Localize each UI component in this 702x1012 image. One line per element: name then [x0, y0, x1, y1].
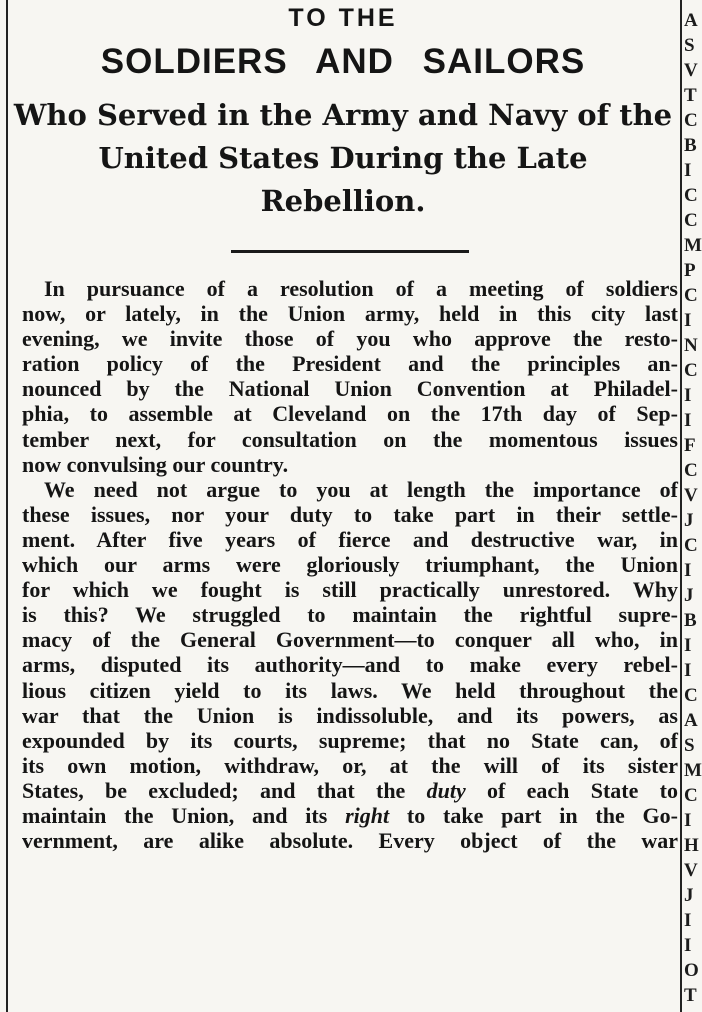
edge-letter: I — [684, 910, 692, 931]
edge-letter: I — [684, 560, 692, 581]
edge-letter: N — [684, 335, 698, 356]
body-line: In pursuance of a resolution of a meeting of soldiers — [44, 276, 678, 301]
body-line: these issues, nor your duty to take part in their settle- — [22, 501, 678, 527]
edge-letter: B — [684, 135, 697, 156]
body-text-span: to take part in the Go- — [389, 802, 678, 828]
body-line: ment. After five years of fierce and destructive war, in — [22, 526, 678, 552]
edge-letter: S — [684, 735, 695, 756]
headline-line-2: SOLDIERS AND SAILORS — [100, 42, 586, 81]
edge-letter: C — [684, 360, 698, 381]
body-line: now, or lately, in the Union army, held in this city last — [22, 301, 678, 327]
edge-letter: T — [684, 85, 697, 106]
edge-letter: V — [684, 60, 698, 81]
edge-letter: M — [684, 235, 702, 256]
subheadline-line: Rebellion. — [260, 184, 426, 218]
edge-letter: M — [684, 760, 702, 781]
edge-letter: J — [684, 585, 694, 606]
body-line: war that the Union is indissoluble, and its powers, as — [22, 702, 678, 728]
edge-letter: J — [684, 510, 694, 531]
edge-letter: C — [684, 210, 698, 231]
body-line: ration policy of the President and the principles an- — [22, 351, 678, 377]
body-line: expounded by its courts, supreme; that no State can, of — [22, 727, 678, 753]
edge-letter: V — [684, 860, 698, 881]
body-line: macy of the General Government—to conquer all who, in — [22, 627, 678, 653]
column-rule-right — [680, 0, 682, 1012]
edge-letter: O — [684, 960, 699, 981]
edge-letter: J — [684, 885, 694, 906]
body-line: for which we fought is still practically unrestored. Why — [22, 577, 678, 603]
headline-line-1: TO THE — [288, 4, 398, 32]
body-line: tember next, for consultation on the momentous issues — [22, 426, 678, 452]
body-text-span: of each State to — [465, 777, 678, 803]
edge-letter: C — [684, 185, 698, 206]
body-text-span: maintain the Union, and its — [22, 802, 346, 828]
italic-word-right: right — [345, 802, 390, 828]
subheadline — [8, 94, 678, 223]
edge-letter: T — [684, 985, 697, 1006]
edge-letter: I — [684, 660, 692, 681]
edge-letter: V — [684, 485, 698, 506]
edge-letter: B — [684, 610, 697, 631]
edge-letter: C — [684, 535, 698, 556]
headline-divider — [231, 250, 469, 253]
edge-letter: C — [684, 110, 698, 131]
edge-letter: C — [684, 685, 698, 706]
body-line: phia, to assemble at Cleveland on the 17th day of Sep- — [22, 401, 678, 427]
edge-letter: H — [684, 835, 699, 856]
body-line — [22, 778, 678, 803]
edge-letter: A — [684, 710, 698, 731]
article-body — [22, 276, 678, 853]
edge-letter: I — [684, 410, 692, 431]
body-line: its own motion, withdraw, or, at the will of its sister — [22, 752, 678, 778]
subheadline-line: Who Served in the Army and Navy of the — [13, 98, 673, 132]
article-column — [8, 0, 678, 1012]
edge-letter: I — [684, 810, 692, 831]
edge-letter: F — [684, 435, 696, 456]
body-line: arms, disputed its authority—and to make every rebel- — [22, 652, 678, 678]
edge-letter: I — [684, 160, 692, 181]
italic-word-duty: duty — [426, 777, 466, 803]
body-text-span: States, be excluded; and that the — [22, 777, 427, 803]
body-line: which our arms were gloriously triumphant, the Union — [22, 552, 678, 578]
edge-letter: I — [684, 935, 692, 956]
body-line — [22, 803, 678, 828]
body-line: nounced by the National Union Convention at Philadel- — [22, 376, 678, 402]
body-line: now convulsing our country. — [22, 451, 289, 477]
body-line: evening, we invite those of you who approve the resto- — [22, 326, 678, 352]
edge-letter: I — [684, 385, 692, 406]
edge-letter: S — [684, 35, 695, 56]
edge-letter: C — [684, 785, 698, 806]
body-line: We need not argue to you at length the importance of — [44, 476, 678, 502]
edge-letter: I — [684, 310, 692, 331]
body-line: vernment, are alike absolute. Every object of the war — [22, 828, 678, 854]
edge-letter: P — [684, 260, 696, 281]
edge-letter: I — [684, 635, 692, 656]
edge-letter: C — [684, 460, 698, 481]
edge-letter: C — [684, 285, 698, 306]
body-line: lious citizen yield to its laws. We held throughout the — [22, 677, 678, 703]
adjacent-column-edge — [684, 8, 702, 1012]
subheadline-line: United States During the Late — [98, 141, 588, 175]
edge-letter: A — [684, 10, 698, 31]
body-line: is this? We struggled to maintain the rightful supre- — [22, 602, 678, 628]
